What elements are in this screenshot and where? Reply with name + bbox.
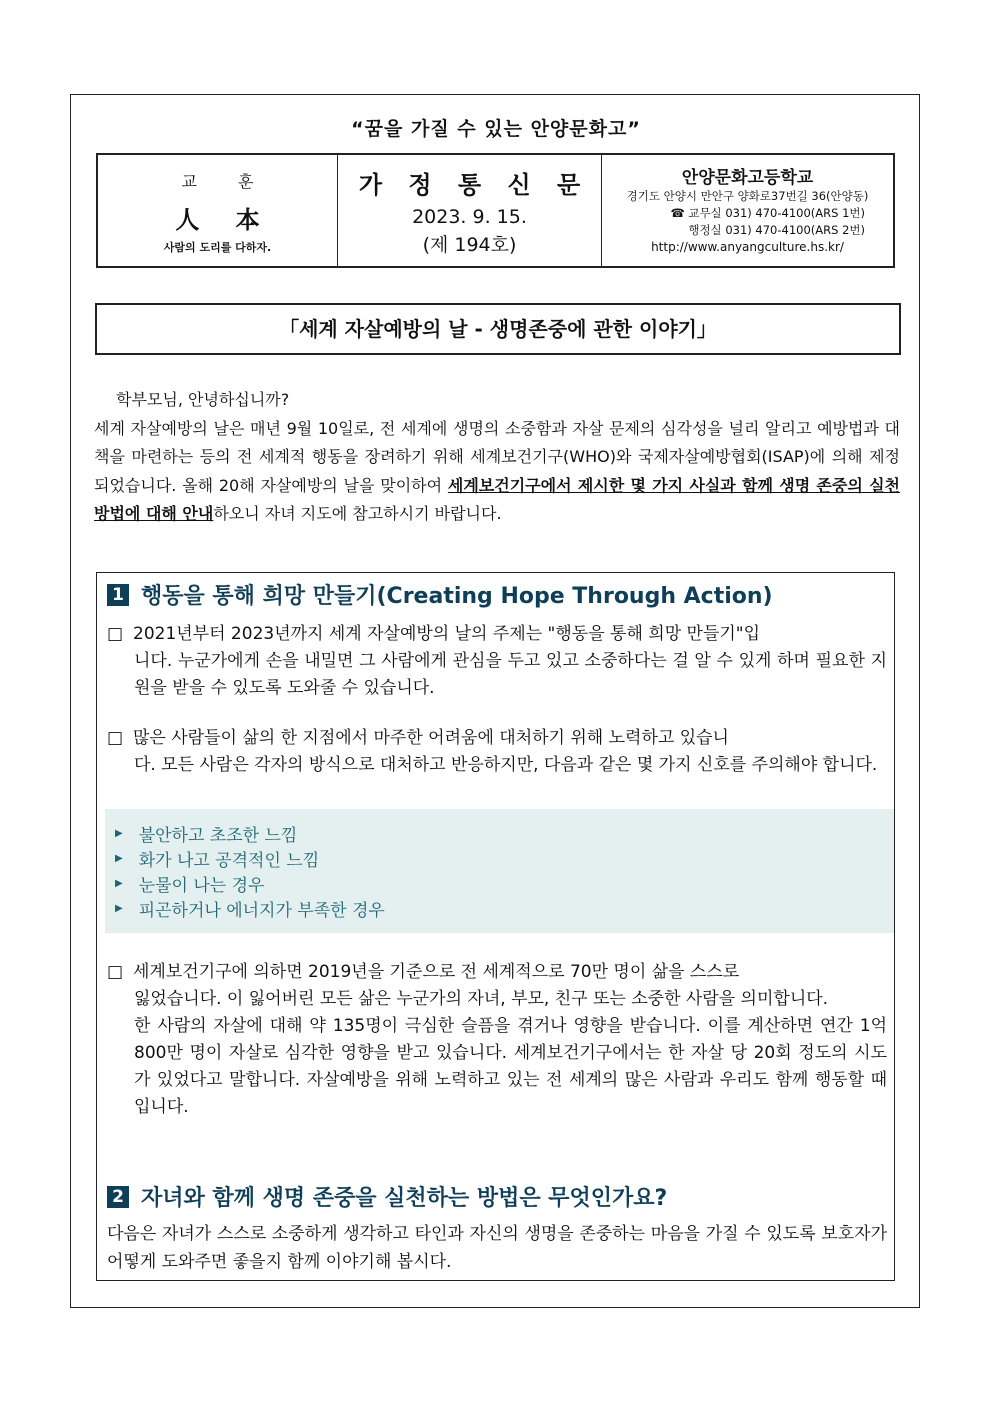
- content-box: [96, 572, 895, 1281]
- intro-section: [94, 386, 900, 529]
- section1-heading: [107, 579, 773, 610]
- newsletter-title: 가 정 통 신 문: [358, 171, 590, 199]
- checkbox-icon: □: [107, 624, 124, 644]
- creed-text: 人 本: [175, 206, 274, 234]
- intro-text-start: 세계 자살예방의 날은 매년 9월 10일로, 전 세계에 생명의 소중함과 자살 문제의 심각성을 널리 알리고 예방법과 대책을 마련하는 등의 전 세계적 행동을 장려하기 위해 세계보건기구(WHO)와 국제자살예방협회(ISAP)에 의해 제정되었습니다. 올해 20해 자살예방의 날을 맞이하여: [94, 418, 900, 495]
- school-motto: “꿈을 가질 수 있는 안양문화고”: [351, 118, 641, 140]
- item3-paragraph2: 한 사람의 자살에 대해 약 135명이 극심한 슬픔을 겪거나 영향을 받습니다. 이를 계산하면 연간 1억 800만 명이 자살로 심각한 영향을 받고 있습니다. 세계보건기구에서는 한 자살 당 20회 정도의 시도가 있었다고 말합니다. 자살예방을 위해 노력하고 있는 전 세계의 많은 사람과 우리도 함께 행동할 때입니다.: [134, 1016, 887, 1117]
- intro-highlight: 세계보건기구에서 제시한 몇 가지 사실과 함께 생명 존중의 실천 방법에 대해 안내: [94, 475, 900, 523]
- triangle-bullet-icon: ▶: [115, 828, 123, 839]
- school-name: 안양문화고등학교: [681, 168, 814, 188]
- greeting: 학부모님, 안녕하십니까?: [116, 390, 290, 409]
- triangle-bullet-icon: ▶: [115, 878, 123, 889]
- section1-item-1: [107, 621, 887, 702]
- sign-item: ▶ 불안하고 초조한 느낌: [115, 826, 298, 846]
- section2-text: 다음은 자녀가 스스로 소중하게 생각하고 타인과 자신의 생명을 존중하는 마음을 가질 수 있도록 보호자가 어떻게 도와주면 좋을지 함께 이야기해 봅시다.: [107, 1224, 887, 1272]
- item3-first-line: 세계보건기구에 의하면 2019년을 기준으로 전 세계적으로 70만 명이 삶을 스스로: [133, 962, 740, 982]
- item3-rest: 잃었습니다. 이 잃어버린 모든 삶은 누군가의 자녀, 부모, 친구 또는 소중한 사람을 의미합니다.: [134, 989, 829, 1009]
- newsletter-issue: (제 194호): [422, 234, 517, 256]
- sign-item: ▶ 화가 나고 공격적인 느낌: [115, 851, 320, 871]
- newsletter-header: [96, 153, 895, 268]
- intro-paragraph: [94, 415, 900, 529]
- school-creed-cell: [98, 155, 338, 266]
- school-url-link[interactable]: http://www.anyangculture.hs.kr/: [651, 240, 844, 254]
- newsletter-info-cell: [338, 155, 602, 266]
- school-address: 경기도 안양시 만안구 양화로37번길 36(안양동): [626, 189, 869, 203]
- sign-item: ▶ 눈물이 나는 경우: [115, 876, 265, 896]
- school-contact-cell: [602, 155, 893, 266]
- section2-title: 자녀와 함께 생명 존중을 실천하는 방법은 무엇인가요?: [141, 1186, 668, 1211]
- sign-item: ▶ 피곤하거나 에너지가 부족한 경우: [115, 901, 385, 921]
- creed-label: 교 훈: [181, 172, 272, 191]
- document-title: 「세계 자살예방의 날 - 생명존중에 관한 이야기」: [95, 303, 901, 355]
- section1-title: 행동을 통해 희망 만들기(Creating Hope Through Action): [141, 584, 773, 609]
- section2-heading: [107, 1181, 667, 1212]
- item1-rest: 니다. 누군가에게 손을 내밀면 그 사람에게 관심을 두고 있고 소중하다는 걸 알 수 있게 하며 필요한 지원을 받을 수 있도록 도와줄 수 있습니다.: [134, 651, 887, 698]
- item2-rest: 다. 모든 사람은 각자의 방식으로 대처하고 반응하지만, 다음과 같은 몇 가지 신호를 주의해야 합니다.: [134, 755, 878, 775]
- section2-number: 2: [107, 1186, 129, 1208]
- checkbox-icon: □: [107, 728, 124, 748]
- item1-first-line: 2021년부터 2023년까지 세계 자살예방의 날의 주제는 "행동을 통해 희망 만들기"입: [133, 624, 761, 644]
- phone-admin: 행정실 031) 470-4100(ARS 2번): [688, 223, 865, 237]
- triangle-bullet-icon: ▶: [115, 853, 123, 864]
- item2-first-line: 많은 사람들이 삶의 한 지점에서 마주한 어려움에 대처하기 위해 노력하고 있습니: [133, 728, 729, 748]
- phone-office: ☎ 교무실 031) 470-4100(ARS 1번): [670, 206, 865, 220]
- section1-number: 1: [107, 584, 129, 606]
- intro-text-end: 하오니 자녀 지도에 참고하시기 바랍니다.: [213, 504, 502, 523]
- checkbox-icon: □: [107, 962, 124, 982]
- section1-item-2: [107, 725, 887, 779]
- section1-item-3: [107, 959, 887, 1121]
- triangle-bullet-icon: ▶: [115, 903, 123, 914]
- creed-subtitle: 사람의 도리를 다하자.: [163, 241, 272, 254]
- newsletter-date: 2023. 9. 15.: [412, 206, 527, 228]
